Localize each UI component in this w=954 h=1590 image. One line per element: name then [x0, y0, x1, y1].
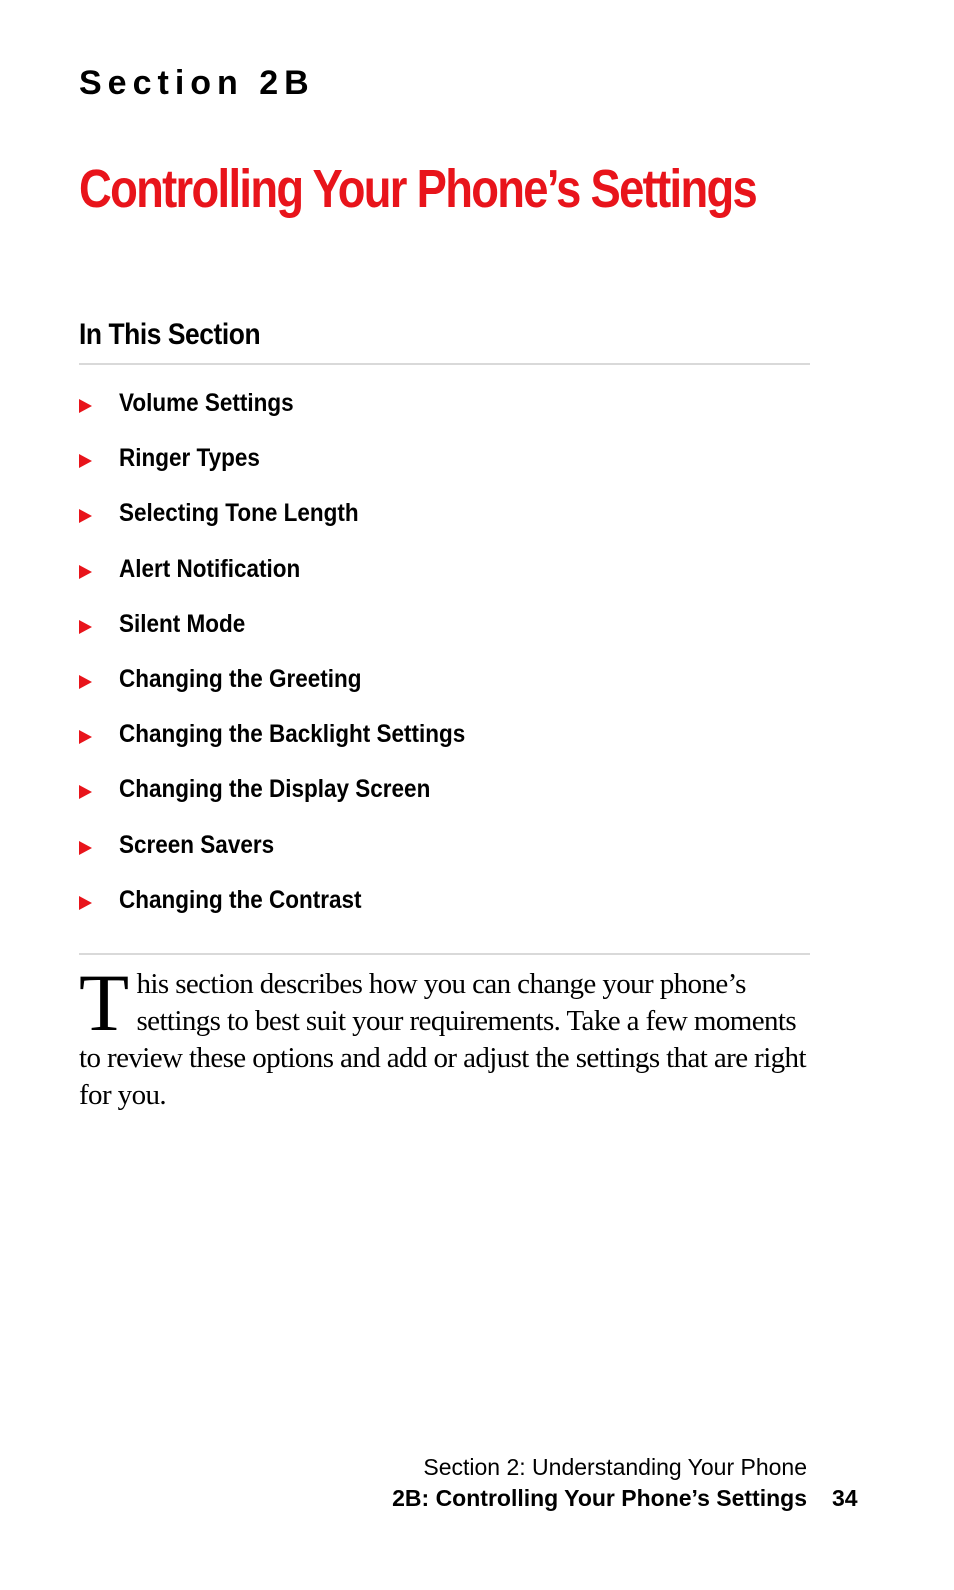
- triangle-bullet-icon: [79, 896, 92, 910]
- footer-section: Section 2: Understanding Your Phone: [423, 1454, 807, 1480]
- toc-item-label: Changing the Display Screen: [119, 775, 431, 804]
- toc-item-alert-notification[interactable]: [79, 548, 810, 603]
- toc-item-label: Alert Notification: [119, 554, 301, 583]
- section-label: Section 2B: [79, 64, 315, 102]
- triangle-bullet-icon: [79, 620, 92, 634]
- toc-item-changing-the-display-screen[interactable]: [79, 768, 810, 823]
- toc-item-silent-mode[interactable]: [79, 603, 810, 658]
- footer-chapter: 2B: Controlling Your Phone’s Settings: [392, 1485, 807, 1511]
- toc-item-label: Volume Settings: [119, 389, 294, 417]
- triangle-bullet-icon: [79, 730, 92, 744]
- toc-bottom-divider: [79, 953, 810, 955]
- triangle-bullet-icon: [79, 785, 92, 799]
- toc-item-label: Changing the Contrast: [119, 885, 362, 914]
- toc-item-volume-settings[interactable]: [79, 382, 810, 437]
- intro-text: his section describes how you can change your phone’s settings to best suit your requirements. Take a few moments to review these options and add or adjust the settings that are right for you.: [79, 968, 806, 1111]
- toc-item-label: Screen Savers: [119, 830, 275, 859]
- triangle-bullet-icon: [79, 509, 92, 523]
- toc-item-label: Changing the Backlight Settings: [119, 720, 466, 749]
- drop-cap: T: [79, 957, 129, 1048]
- toc-item-label: Ringer Types: [119, 444, 260, 473]
- intro-paragraph: [79, 957, 810, 1114]
- page-title: Controlling Your Phone’s Settings: [79, 159, 757, 219]
- triangle-bullet-icon: [79, 565, 92, 579]
- toc-list: [79, 382, 810, 934]
- toc-item-changing-the-contrast[interactable]: [79, 879, 810, 934]
- toc-item-ringer-types[interactable]: [79, 437, 810, 492]
- triangle-bullet-icon: [79, 841, 92, 855]
- page-number: 34: [832, 1485, 858, 1511]
- toc-top-divider: [79, 363, 810, 365]
- toc-heading: In This Section: [79, 318, 261, 351]
- toc-item-screen-savers[interactable]: [79, 824, 810, 879]
- toc-item-label: Changing the Greeting: [119, 664, 362, 693]
- toc-item-changing-the-greeting[interactable]: [79, 658, 810, 713]
- toc-item-label: Silent Mode: [119, 609, 246, 638]
- triangle-bullet-icon: [79, 675, 92, 689]
- toc-item-selecting-tone-length[interactable]: [79, 492, 810, 547]
- triangle-bullet-icon: [79, 454, 92, 468]
- triangle-bullet-icon: [79, 399, 92, 413]
- toc-item-label: Selecting Tone Length: [119, 499, 359, 528]
- toc-item-changing-the-backlight-settings[interactable]: [79, 713, 810, 768]
